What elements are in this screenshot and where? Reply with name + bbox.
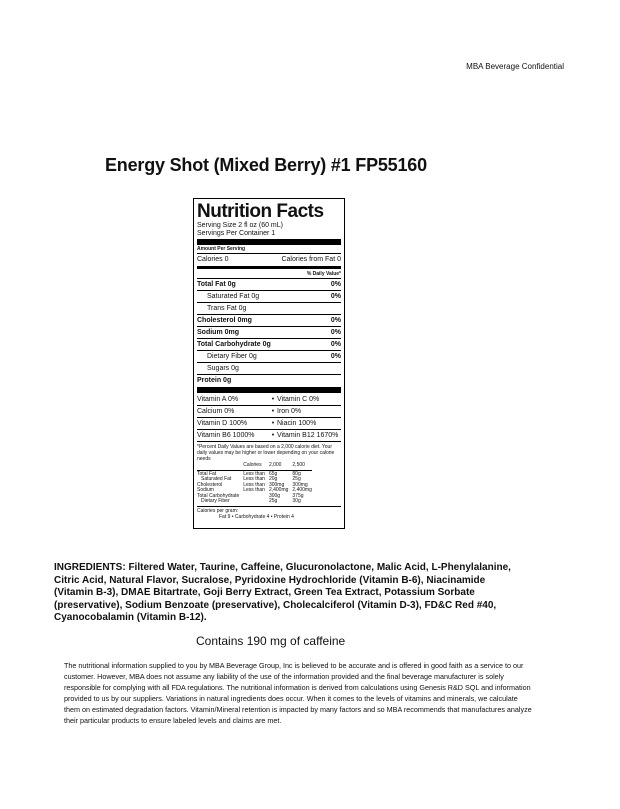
servings-per-container: Servings Per Container 1 [197,230,276,237]
nutrient-label: Cholesterol 0mg [197,317,252,324]
table-cell: 2,500 [292,462,305,468]
table-cell: 2,000 [268,462,282,468]
table-row [197,499,316,505]
vitamin-row [197,406,341,418]
nutrient-dv: 0% [330,293,341,300]
nutrient-label: Total Fat 0g [197,281,236,288]
bullet-icon: • [271,408,275,415]
nutrient-row [197,279,341,291]
nutrient-row [197,363,341,375]
table-cell: Calories [243,462,262,468]
table-cell: Sodium [197,487,214,493]
table-cell [243,499,269,505]
nutrient-row [197,327,341,339]
table-cell: Less than [243,476,265,482]
nutrition-facts-panel [193,198,345,529]
vitamin-row [197,418,341,430]
caffeine-statement: Contains 190 mg of caffeine [196,634,346,648]
nutrient-label: Dietary Fiber 0g [207,353,257,360]
vitamin-right: Vitamin B12 1670% [277,432,339,439]
vitamin-left: Vitamin B6 1000% [197,432,255,439]
nutrient-label: Total Carbohydrate 0g [197,341,271,348]
table-cell: Saturated Fat [201,476,232,482]
table-cell: 300g [268,492,281,499]
nutrient-dv: 0% [330,329,341,336]
nutrient-row [197,351,341,363]
table-cell: 300mg [268,481,285,488]
daily-value-footnote: *Percent Daily Values are based on a 2,000 calorie diet. Your daily values may be higher or lower depending on your calorie needs [197,444,335,462]
nutrient-row [197,291,341,303]
table-cell: 2,400mg [292,487,312,493]
divider-thick [197,239,341,245]
table-cell: 2,400mg [268,487,289,493]
nutrient-row [197,315,341,327]
table-cell: Total Fat [197,470,217,477]
nutrient-label: Trans Fat 0g [207,305,247,312]
bullet-icon: • [271,432,275,439]
table-divider [197,506,341,507]
bullet-icon: • [271,396,275,403]
vitamin-right: Vitamin C 0% [277,396,320,403]
calories-row [197,254,341,265]
nutrient-row [197,339,341,351]
table-cell: 80g [292,470,301,477]
table-cell: Dietary Fiber [201,498,230,504]
calories-per-gram: Fat 9 • Carbohydrate 4 • Protein 4 [219,513,294,520]
bullet-icon: • [271,420,275,427]
vitamin-right: Iron 0% [277,408,302,415]
calories: Calories 0 [197,256,229,263]
nutrient-label: Saturated Fat 0g [207,293,260,300]
divider-thick [197,387,341,393]
nutrient-dv: 0% [330,281,341,288]
amount-per-serving: Amount Per Serving [197,246,341,254]
nutrient-dv: 0% [330,341,341,348]
table-cell: 300mg [292,481,308,488]
calories-from-fat: Calories from Fat 0 [281,256,341,263]
table-cell: 20g [268,476,278,482]
nutrient-label: Sodium 0mg [197,329,240,336]
nutrient-label: Sugars 0g [207,365,239,372]
table-cell: Less than [243,487,265,493]
table-cell: 375g [292,492,304,499]
vitamin-left: Calcium 0% [197,408,235,415]
table-cell: 30g [292,498,301,504]
table-cell: Cholesterol [197,481,223,488]
daily-value-table [197,463,316,505]
table-cell: Total Carbohydrate [197,492,240,499]
daily-value-header: % Daily Value* [197,270,341,279]
table-cell: 25g [292,476,301,482]
table-cell: 65g [268,470,278,477]
table-cell: Less than [243,470,265,477]
divider-medium [197,266,341,269]
nutrient-row [197,303,341,315]
vitamin-right: Niacin 100% [277,420,317,427]
vitamin-row [197,394,341,406]
ingredients-text: INGREDIENTS: Filtered Water, Taurine, Caffeine, Glucuronolactone, Malic Acid, L-Phenylalanine, Citric Acid, Natural Flavor, Sucralose, Pyridoxine Hydrochloride (Vitamin B-6), Niacinamide (Vitamin B-3), DMAE Bitartrate, Goji Berry Extract, Green Tea Extract, Potassium Sorbate (preservative), Sodium Benzoate (preservative), Cholecalciferol (Vitamin D-3), FD&C Red #40, Cyanocobalamin (Vitamin B-12). [54,562,511,623]
vitamin-left: Vitamin A 0% [197,396,239,403]
vitamin-row [197,430,341,442]
nutrient-row [197,375,341,386]
table-cell: Less than [243,481,265,488]
nutrient-dv: 0% [330,317,341,324]
nutrient-dv: 0% [330,353,341,360]
vitamin-left: Vitamin D 100% [197,420,248,427]
product-title: Energy Shot (Mixed Berry) #1 FP55160 [105,155,427,175]
table-cell: 25g [268,498,278,504]
serving-size: Serving Size 2 fl oz (60 mL) [197,222,283,229]
confidential-label: MBA Beverage Confidential [466,62,564,71]
disclaimer-text: The nutritional information supplied to you by MBA Beverage Group, Inc is believed to be accurate and is offered in good faith as a service to our customer. However, MBA does not assume any liability of the use of the information provided and the final beverage manufacturer is solely responsible for complying with all FDA regulations. The nutritional information is derived from calculations using Genesis R&D SQL and information provided to us by our suppliers. Variations in natural ingredients does occur. When it comes to the levels of vitamins and minerals, we calculate them on estimated degradation factors. Vitamin/Mineral retention is impacted by many factors and so MBA recommends that manufactures analyze their particular products to ensure labeled levels and claims are met. [64,661,532,725]
nutrient-label: Protein 0g [197,377,232,384]
nutrition-title: Nutrition Facts [197,201,324,222]
calories-per-gram-label: Calories per gram: [197,507,239,514]
